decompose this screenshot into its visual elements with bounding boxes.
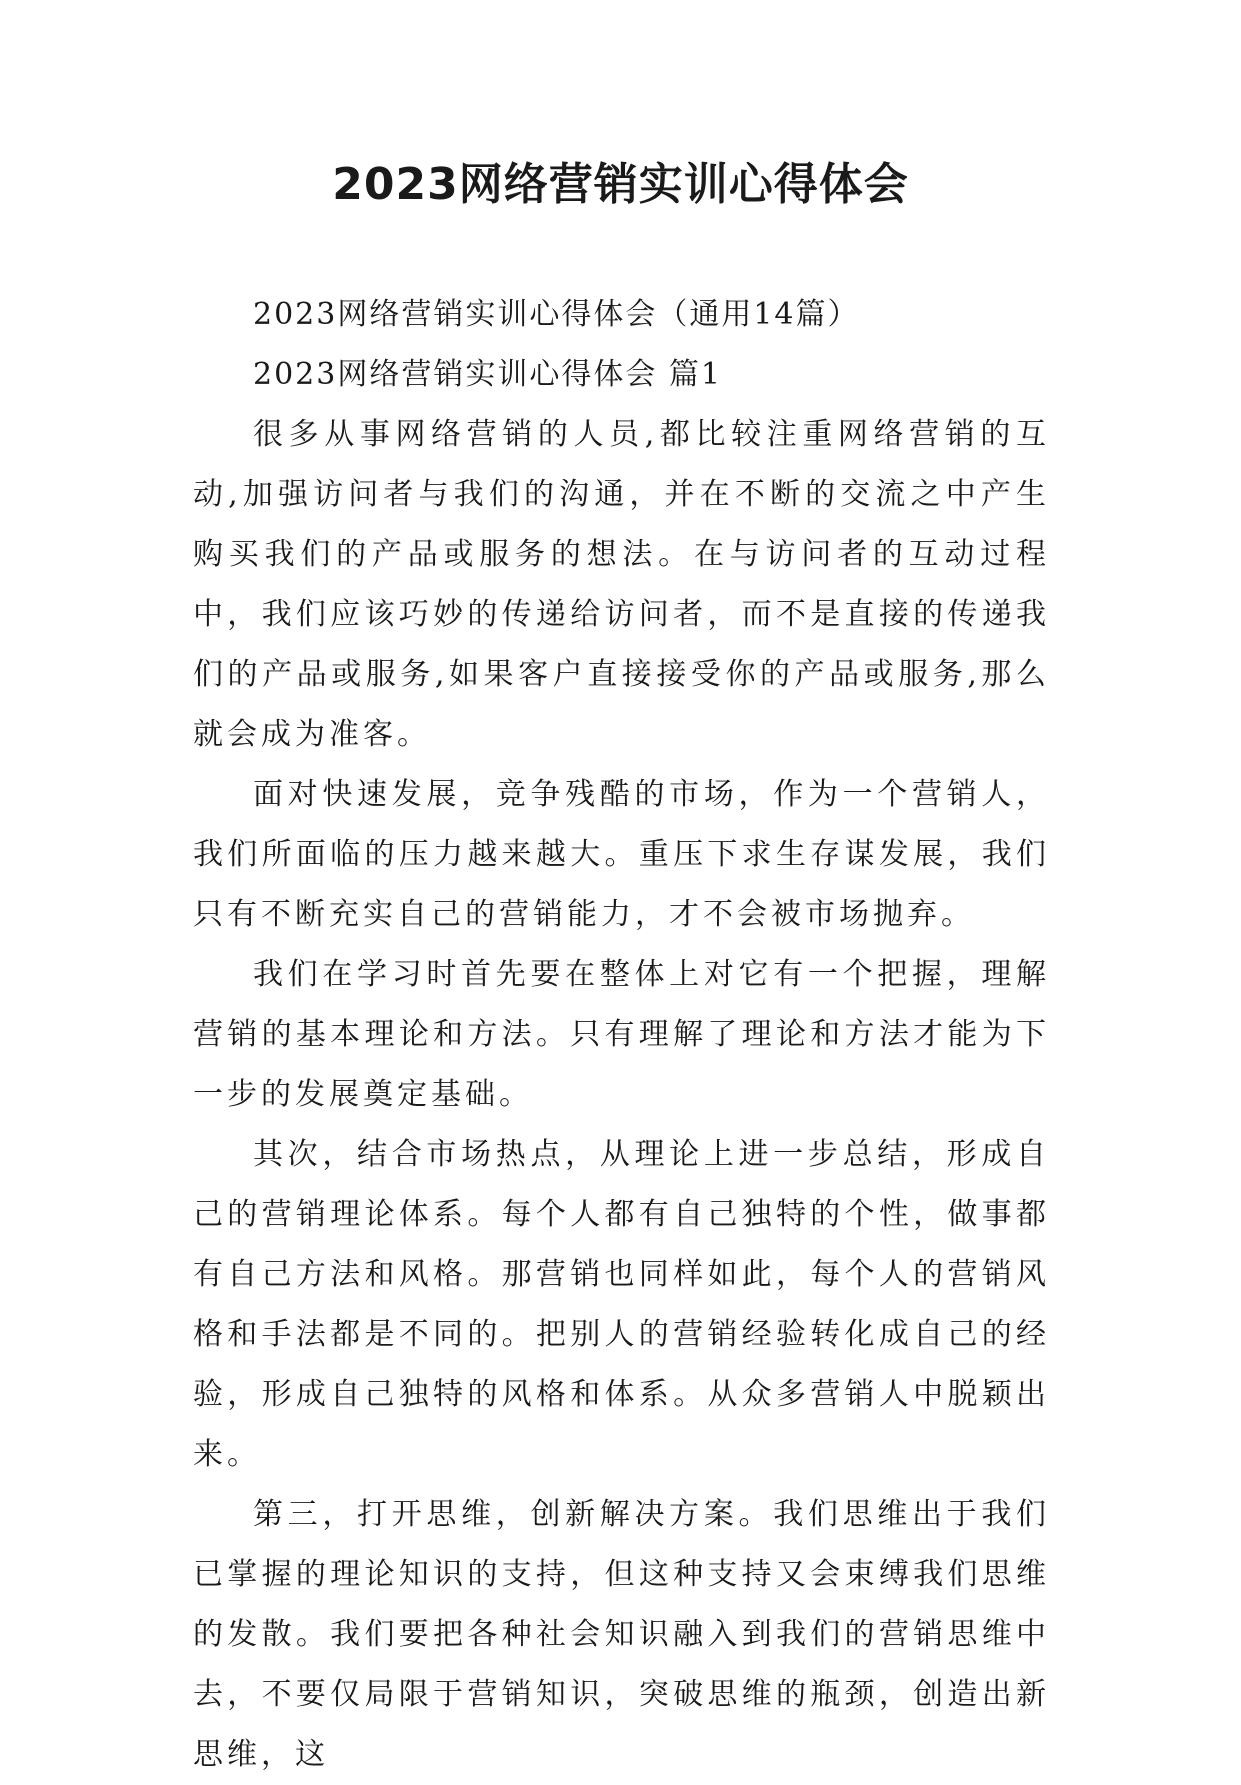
paragraph: 面对快速发展，竞争残酷的市场，作为一个营销人，我们所面临的压力越来越大。重压下求生存谋发展，我们只有不断充实自己的营销能力，才不会被市场抛弃。 bbox=[193, 777, 1050, 932]
document-body bbox=[193, 285, 1050, 1785]
document-title: 2023网络营销实训心得体会 bbox=[332, 159, 909, 210]
paragraph: 其次，结合市场热点，从理论上进一步总结，形成自己的营销理论体系。每个人都有自己独特的个性，做事都有自己方法和风格。那营销也同样如此，每个人的营销风格和手法都是不同的。把别人的营销经验转化成自己的经验，形成自己独特的风格和体系。从众多营销人中脱颖出来。 bbox=[193, 1137, 1050, 1472]
section-heading: 2023网络营销实训心得体会 篇1 bbox=[253, 357, 722, 392]
subtitle-line: 2023网络营销实训心得体会（通用14篇） bbox=[253, 297, 860, 332]
paragraph: 第三，打开思维，创新解决方案。我们思维出于我们已掌握的理论知识的支持，但这种支持又会束缚我们思维的发散。我们要把各种社会知识融入到我们的营销思维中去，不要仅局限于营销知识，突破思维的瓶颈，创造出新思维，这 bbox=[193, 1497, 1050, 1772]
paragraph: 我们在学习时首先要在整体上对它有一个把握，理解营销的基本理论和方法。只有理解了理论和方法才能为下一步的发展奠定基础。 bbox=[193, 957, 1050, 1112]
paragraph: 很多从事网络营销的人员,都比较注重网络营销的互动,加强访问者与我们的沟通，并在不断的交流之中产生购买我们的产品或服务的想法。在与访问者的互动过程中，我们应该巧妙的传递给访问者，而不是直接的传递我们的产品或服务,如果客户直接接受你的产品或服务,那么就会成为准客。 bbox=[193, 417, 1050, 752]
